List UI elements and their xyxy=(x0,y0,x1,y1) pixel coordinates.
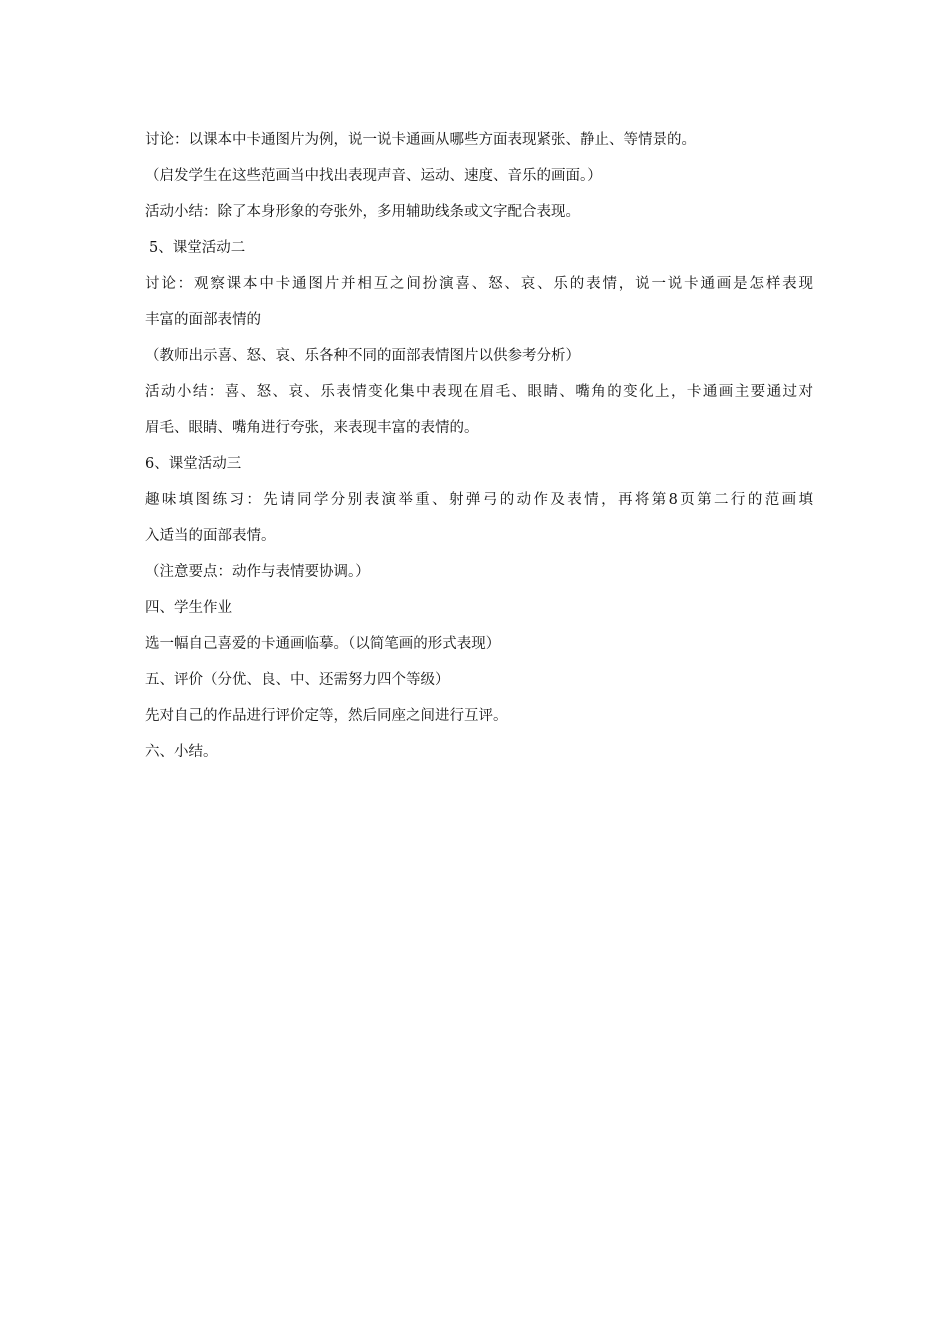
section-heading: 6、课堂活动三 xyxy=(145,456,242,472)
section-heading: 六、小结。 xyxy=(145,744,218,760)
section-heading: 5、课堂活动二 xyxy=(149,240,246,256)
section-heading: 四、学生作业 xyxy=(145,600,232,616)
paragraph-line: 趣味填图练习：先请同学分别表演举重、射弹弓的动作及表情，再将第8页第二行的范画填 xyxy=(145,492,813,508)
paragraph-line: 讨论：观察课本中卡通图片并相互之间扮演喜、怒、哀、乐的表情，说一说卡通画是怎样表现 xyxy=(145,276,813,292)
paragraph-line: 选一幅自己喜爱的卡通画临摹。（以简笔画的形式表现） xyxy=(145,636,501,652)
document-body xyxy=(145,122,813,770)
paragraph-line: （教师出示喜、怒、哀、乐各种不同的面部表情图片以供参考分析） xyxy=(145,348,580,364)
section-heading: 五、评价（分优、良、中、还需努力四个等级） xyxy=(145,672,450,688)
paragraph-line: （启发学生在这些范画当中找出表现声音、运动、速度、音乐的画面。） xyxy=(145,168,602,184)
paragraph-line: 活动小结：除了本身形象的夸张外，多用辅助线条或文字配合表现。 xyxy=(145,204,580,220)
paragraph-line: 讨论：以课本中卡通图片为例，说一说卡通画从哪些方面表现紧张、静止、等情景的。 xyxy=(145,132,696,148)
paragraph-line: 先对自己的作品进行评价定等，然后同座之间进行互评。 xyxy=(145,708,508,724)
paragraph-line: 眉毛、眼睛、嘴角进行夸张，来表现丰富的表情的。 xyxy=(145,420,479,436)
paragraph-line: 活动小结：喜、怒、哀、乐表情变化集中表现在眉毛、眼睛、嘴角的变化上，卡通画主要通过对 xyxy=(145,384,813,400)
paragraph-line: （注意要点：动作与表情要协调。） xyxy=(145,564,370,580)
paragraph-line: 丰富的面部表情的 xyxy=(145,312,261,328)
paragraph-line: 入适当的面部表情。 xyxy=(145,528,276,544)
